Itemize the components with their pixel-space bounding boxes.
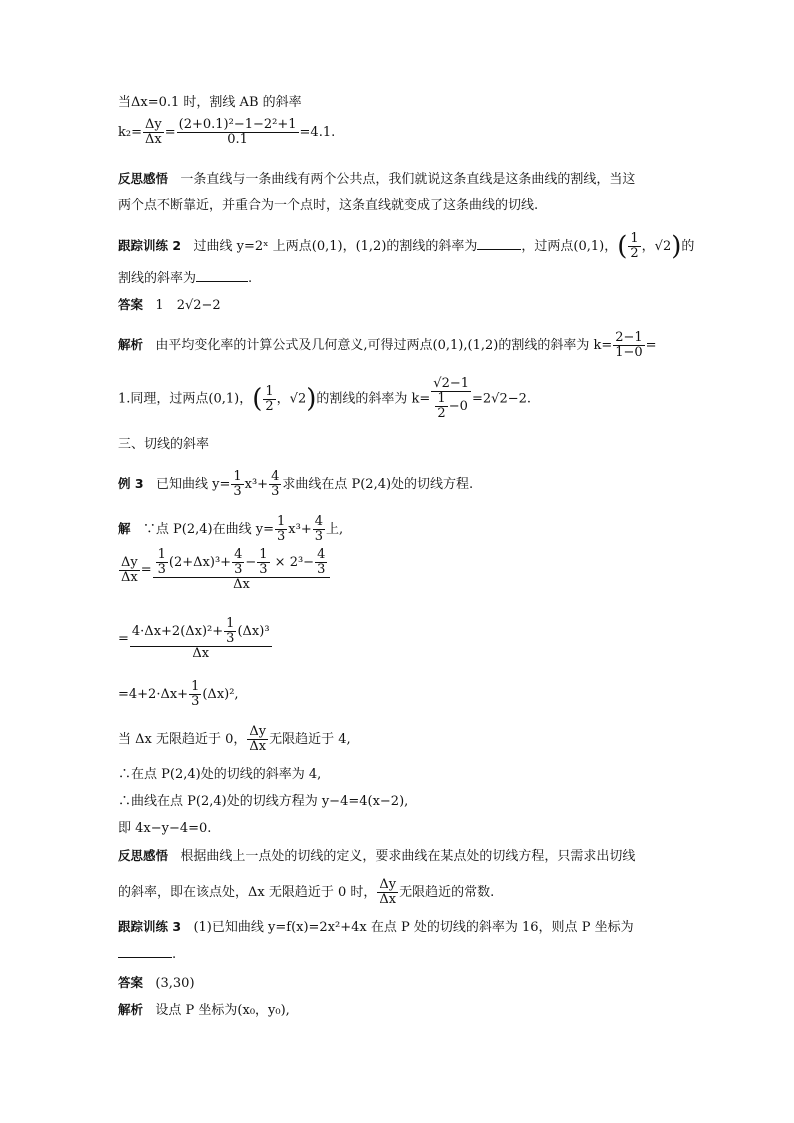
frac-den: 3 <box>191 694 200 709</box>
analysis-result: =2√2−2. <box>472 391 532 407</box>
frac-den: 1−0 <box>615 345 643 360</box>
frac-num: Δy <box>249 724 267 739</box>
solution-text: x³+ <box>288 522 312 537</box>
k2-formula <box>118 118 335 147</box>
analysis-label: 解析 <box>118 337 144 352</box>
reflection-label: 反思感悟 <box>118 848 169 863</box>
frac-den: 2 <box>437 406 446 421</box>
section-title: 三、切线的斜率 <box>118 437 210 452</box>
frac-num: 4 <box>314 514 323 529</box>
frac-num: 4 <box>317 547 326 562</box>
period: . <box>172 947 177 962</box>
four-thirds-fraction <box>269 470 281 499</box>
frac-den: Δx <box>233 577 250 592</box>
frac-num: Δy <box>379 877 397 892</box>
expanded-quotient <box>130 617 272 661</box>
frac-den: 3 <box>233 484 242 499</box>
solution-text: ∵点 P(2,4)在曲线 y= <box>142 522 274 537</box>
frac-num <box>153 548 331 578</box>
example-3 <box>118 470 473 499</box>
reflection-1-line-1 <box>118 170 635 188</box>
conclusion-slope: ∴在点 P(2,4)处的切线的斜率为 4, <box>118 767 322 782</box>
answer-label: 答案 <box>118 975 144 990</box>
third-fraction <box>257 548 269 577</box>
third-fraction <box>231 470 243 499</box>
half-fraction <box>628 232 640 261</box>
expr: 4·Δx+2(Δx)²+ <box>131 624 224 639</box>
answer-blank[interactable] <box>196 281 248 282</box>
frac-den: 2 <box>630 246 639 261</box>
frac-num: 4 <box>234 547 243 562</box>
third-fraction <box>224 617 236 646</box>
track-2-line-2 <box>118 270 252 287</box>
frac-den: 3 <box>314 529 323 544</box>
third-fraction <box>189 680 201 709</box>
k-fraction <box>431 377 471 421</box>
frac-num: 1 <box>157 547 166 562</box>
limit-line <box>118 725 351 754</box>
dy-dx-fraction <box>143 118 164 147</box>
answer-3 <box>118 974 195 992</box>
solution-text: 上, <box>326 522 344 537</box>
track-text: ，过两点(0,1)， <box>521 239 618 254</box>
equals: = <box>164 125 176 140</box>
step-3-formula <box>118 680 239 709</box>
track-text: 的 <box>681 239 695 254</box>
frac-den: 3 <box>271 484 280 499</box>
limit-text: 无限趋近于 4, <box>269 732 351 747</box>
track-3-line-2 <box>118 946 176 963</box>
track-text: 割线的斜率为 <box>118 271 197 286</box>
k2-lhs: k₂= <box>118 125 142 140</box>
expr: =4+2·Δx+ <box>118 687 189 702</box>
example-text: 求曲线在点 P(2,4)处的切线方程. <box>282 477 474 492</box>
example-text: 已知曲线 y= <box>155 477 231 492</box>
paren-close: ) <box>306 384 317 414</box>
analysis-2-line-2 <box>118 377 531 421</box>
analysis-text: 由平均变化率的计算公式及几何意义,可得过两点(0,1),(1,2)的割线的斜率为 k= <box>155 338 613 353</box>
equals: = <box>645 338 657 353</box>
point-rest: ，√2 <box>641 239 672 254</box>
step-1-formula <box>118 548 331 592</box>
frac-num: Δy <box>121 554 138 570</box>
answer-text: (3,30) <box>155 976 195 991</box>
expr: (Δx)², <box>202 687 239 702</box>
third-fraction <box>156 548 168 577</box>
reflection-text: 根据曲线上一点处的切线的定义，要求曲线在某点处的切线方程，只需求出切线 <box>180 849 636 864</box>
dy-dx-fraction <box>377 878 398 907</box>
half-fraction <box>263 385 275 414</box>
expr: × 2³− <box>274 555 315 570</box>
expr: − <box>245 555 257 570</box>
frac-den <box>431 392 471 421</box>
half-fraction <box>435 392 447 421</box>
point-rest: ，√2 <box>276 391 307 407</box>
difference-quotient <box>153 548 331 592</box>
analysis-text: 设点 P 坐标为(x₀，y₀), <box>155 1003 290 1018</box>
track-label: 跟踪训练 2 <box>118 238 182 253</box>
frac-den: 3 <box>259 562 268 577</box>
solution-line <box>118 515 343 544</box>
reflection-label: 反思感悟 <box>118 171 169 186</box>
k2-value-fraction <box>177 118 299 147</box>
frac-num: 1 <box>191 679 200 694</box>
frac-num: 4 <box>271 469 280 484</box>
frac-den: Δx <box>144 132 162 147</box>
frac-den: Δx <box>192 646 210 661</box>
frac-num: 1 <box>226 616 235 631</box>
analysis-text: 1.同理，过两点(0,1)， <box>118 391 253 407</box>
frac-den: 3 <box>277 529 286 544</box>
conclusion-equation: ∴曲线在点 P(2,4)处的切线方程为 y−4=4(x−2), <box>118 794 409 809</box>
frac-den: 2 <box>265 398 274 414</box>
frac-num: (2+0.1)²−1−2²+1 <box>178 117 297 132</box>
track-label: 跟踪训练 3 <box>118 919 182 934</box>
frac-num: Δy <box>144 117 162 132</box>
track-3-line-1 <box>118 918 634 936</box>
analysis-2-line-1 <box>118 331 657 360</box>
answer-text: 1 2√2−2 <box>155 298 221 313</box>
frac-num: 1 <box>233 469 242 484</box>
equals: = <box>118 631 129 647</box>
track-text: (1)已知曲线 y=f(x)=2x²+4x 在点 P 处的切线的斜率为 16，则点 P 坐标为 <box>193 920 634 935</box>
example-label: 例 3 <box>118 476 144 491</box>
frac-num <box>130 617 272 647</box>
k2-result: =4.1. <box>299 125 336 140</box>
expr: (2+Δx)³+ <box>168 555 232 570</box>
paren-open: ( <box>617 231 628 262</box>
analysis-3 <box>118 1001 290 1019</box>
frac-den: Δx <box>249 739 267 754</box>
intro-line: 当Δx=0.1 时，割线 AB 的斜率 <box>118 95 302 110</box>
equals: = <box>140 562 152 578</box>
reflection-text: 一条直线与一条曲线有两个公共点，我们就说这条直线是这条曲线的割线，当这 <box>180 172 636 187</box>
frac-den: 3 <box>226 631 235 646</box>
frac-den: 3 <box>317 562 326 577</box>
paren-close: ) <box>671 231 682 262</box>
paren-open: ( <box>252 384 263 414</box>
frac-den: 3 <box>234 562 243 577</box>
four-thirds-fraction <box>315 548 327 577</box>
frac-num: 1 <box>630 231 639 246</box>
answer-blank[interactable] <box>118 957 172 958</box>
answer-2 <box>118 296 221 314</box>
four-thirds-fraction <box>313 515 325 544</box>
den-rest: −0 <box>448 399 468 414</box>
answer-blank[interactable] <box>477 249 521 250</box>
frac-den: Δx <box>121 569 138 585</box>
reflection-text: 的斜率，即在该点处，Δx 无限趋近于 0 时， <box>118 885 377 900</box>
frac-den: 3 <box>157 562 166 577</box>
step-2-formula <box>118 617 273 661</box>
reflection-text: 无限趋近的常数. <box>399 885 495 900</box>
analysis-text: 的割线的斜率为 k= <box>316 391 431 407</box>
period: . <box>248 271 253 286</box>
answer-label: 答案 <box>118 297 144 312</box>
slope-fraction <box>613 331 644 360</box>
analysis-label: 解析 <box>118 1002 144 1017</box>
frac-num: 1 <box>265 383 274 399</box>
reflection-2-line-2 <box>118 878 494 907</box>
frac-den: Δx <box>379 892 397 907</box>
example-text: x³+ <box>244 477 269 492</box>
dy-dx-fraction <box>119 556 140 585</box>
third-fraction <box>275 515 287 544</box>
frac-num: 1 <box>437 391 446 406</box>
track-2-line-1 <box>118 232 694 261</box>
dy-dx-fraction <box>247 725 268 754</box>
frac-num: 2−1 <box>615 330 643 345</box>
frac-den: 0.1 <box>227 132 248 147</box>
frac-num: 1 <box>277 514 286 529</box>
reflection-1-line-2: 两个点不断靠近，并重合为一个点时，这条直线就变成了这条曲线的切线. <box>118 198 539 213</box>
track-text: 过曲线 y=2ˣ 上两点(0,1)，(1,2)的割线的斜率为 <box>193 239 478 254</box>
expr: (Δx)³ <box>237 624 270 639</box>
reflection-2-line-1 <box>118 847 635 865</box>
conclusion-final: 即 4x−y−4=0. <box>118 821 212 836</box>
frac-num: √2−1 <box>433 376 470 391</box>
frac-num: 1 <box>259 547 268 562</box>
four-thirds-fraction <box>232 548 244 577</box>
limit-text: 当 Δx 无限趋近于 0， <box>118 732 247 747</box>
solution-label: 解 <box>118 521 131 536</box>
